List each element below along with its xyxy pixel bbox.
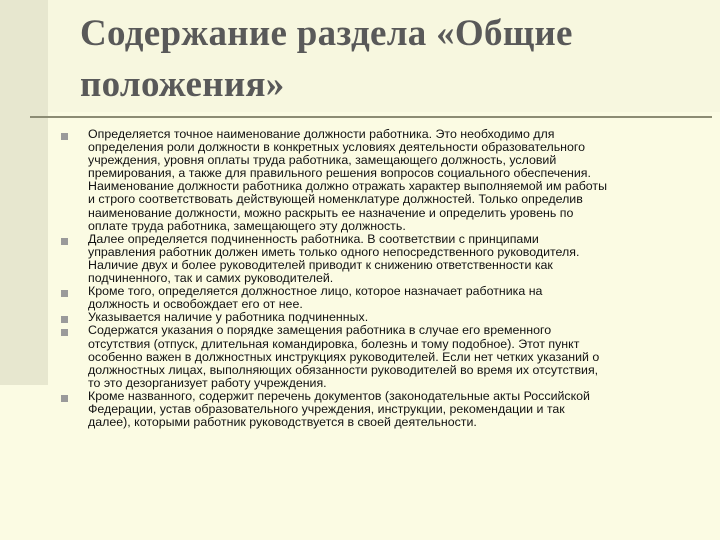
bullet-list — [58, 128, 688, 429]
square-bullet-icon — [58, 311, 88, 324]
title-divider — [30, 116, 712, 118]
bullet-text: Кроме того, определяется должностное лицо, которое назначает работника на должность и освобождает его от нее. — [88, 284, 543, 312]
square-bullet-icon — [58, 390, 88, 403]
bullet-text: Указывается наличие у работника подчиненных. — [88, 310, 369, 325]
list-item — [58, 233, 688, 285]
bullet-text: Кроме названного, содержит перечень документов (законодательные акты Российской Федерации, устав образовательного учреждения, инструкции, рекомендации и так далее), которыми работник руководствуется в своей деятельности. — [88, 388, 590, 430]
square-bullet-icon — [58, 324, 88, 337]
square-bullet-icon — [58, 128, 88, 141]
square-bullet-icon — [58, 233, 88, 246]
list-item — [58, 390, 688, 429]
list-item — [58, 285, 688, 311]
square-bullet-icon — [58, 285, 88, 298]
bullet-text: Далее определяется подчиненность работника. В соответствии с принципами управления работник должен иметь только одного непосредственного руководителя. Наличие двух и более руководителей приводит к снижению ответственности как подчиненного, так и самих руководителей. — [88, 231, 580, 286]
bullet-text: Определяется точное наименование должности работника. Это необходимо для определения роли должности в конкретных условиях деятельности образовательного учреждения, уровня оплаты труда работника, замещающего должность, условий премирования, а также для правильного решения вопросов социального обеспечения. Наименование должности работника должно отражать характер выполняемой им работы и строго соответствовать действующей номенклатуре должностей. Только определив наименование должности, можно раскрыть ее назначение и определить уровень по оплате труда работника, замещающего эту должность. — [88, 127, 608, 233]
slide-title: Содержание раздела «Общие положения» — [80, 13, 573, 105]
list-item — [58, 324, 688, 389]
list-item — [58, 128, 688, 233]
bullet-text: Содержатся указания о порядке замещения работника в случае его временного отсутствия (отпуск, длительная командировка, болезнь и тому подобное). Этот пункт особенно важен в должностных инструкциях руководителей. Если нет четких указаний о должностных лицах, выполняющих обязанности руководителей во время их отсутствия, то это дезорганизует работу учреждения. — [88, 323, 600, 390]
left-accent-band — [0, 0, 48, 385]
